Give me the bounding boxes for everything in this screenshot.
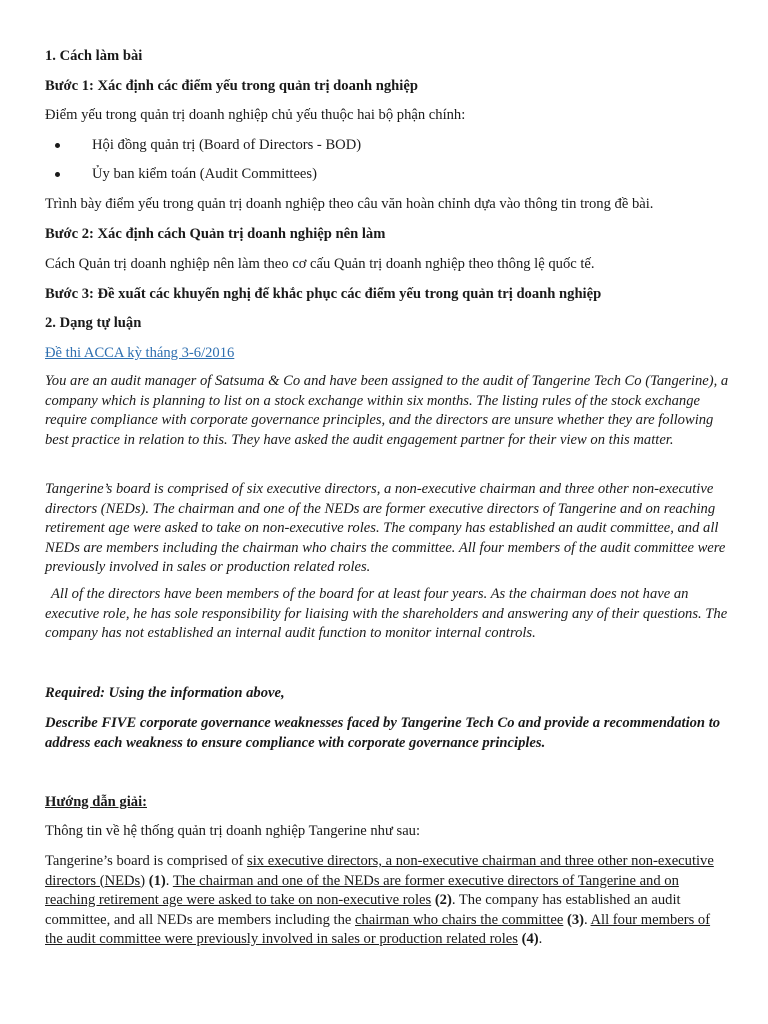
bullet-icon xyxy=(55,136,60,156)
step-2-text: Cách Quản trị doanh nghiệp nên làm theo cơ cấu Quản trị doanh nghiệp theo thông lệ quốc tế. xyxy=(45,256,595,272)
exam-paragraph-1: You are an audit manager of Satsuma & Co and have been assigned to the audit of Tangerine Tech Co (Tangerine), a company which is planning to list on a stock exchange within six months. The listing rules of the stock exchange require compliance with corporate governance principles, and the directors are unsure whether they are following best practice in relation to this. They have asked the audit engagement partner for their view on this matter. xyxy=(45,373,729,448)
analysis-text: . xyxy=(165,872,173,889)
list-item-text: Hội đồng quản trị (Board of Directors - BOD) xyxy=(92,137,362,153)
marker-number: (2) xyxy=(434,892,452,908)
marker-number: (4) xyxy=(521,931,539,947)
step-1-intro: Điểm yếu trong quản trị doanh nghiệp chủ yếu thuộc hai bộ phận chính: xyxy=(45,107,466,123)
analysis-text: Tangerine’s board is comprised of xyxy=(45,853,248,869)
highlight-phrase: chairman who chairs the committee xyxy=(355,911,564,928)
step-1-note: Trình bày điểm yếu trong quản trị doanh nghiệp theo câu văn hoàn chỉnh dựa vào thông tin trong đề bài. xyxy=(45,196,654,212)
guide-intro: Thông tin về hệ thống quản trị doanh nghiệp Tangerine như sau: xyxy=(45,823,421,839)
exam-paragraph-2: Tangerine’s board is comprised of six executive directors, a non-executive chairman and three other non-executive directors (NEDs). The chairman and one of the NEDs are former executive directors of Tangerine and on reaching retirement age were asked to take on non-executive roles. The company has established an audit committee, and all NEDs are members including the chairman who chairs the committee. All four members of the audit committee were previously involved in sales or production related roles. xyxy=(45,481,726,575)
step-3-title: Bước 3: Đề xuất các khuyến nghị để khắc phục các điểm yếu trong quản trị doanh nghiệp xyxy=(45,286,602,302)
required-label: Required: Using the information above, xyxy=(45,685,285,701)
section-heading-1: 1. Cách làm bài xyxy=(45,48,143,64)
highlight-phrase: six executive directors, a non-executive chairman and three other non-executive directors (NEDs) xyxy=(45,853,714,889)
analysis-paragraph xyxy=(45,852,730,950)
question-text: Describe FIVE corporate governance weaknesses faced by Tangerine Tech Co and provide a recommendation to address each weakness to ensure compliance with corporate governance principles. xyxy=(45,715,721,751)
highlight-phrase: All four members of the audit committee were previously involved in sales or production related roles xyxy=(45,911,711,947)
exam-link[interactable]: Đề thi ACCA kỳ tháng 3-6/2016 xyxy=(45,345,235,361)
guide-title: Hướng dẫn giải: xyxy=(45,794,147,810)
section-heading-2: 2. Dạng tự luận xyxy=(45,315,142,331)
analysis-text: . xyxy=(538,931,543,947)
highlight-phrase: The chairman and one of the NEDs are former executive directors of Tangerine and on reaching retirement age were asked to take on non-executive roles xyxy=(45,872,679,908)
bullet-icon xyxy=(55,165,60,185)
marker-number: (1) xyxy=(148,872,166,889)
exam-paragraph-3: All of the directors have been members of the board for at least four years. As the chairman does not have an executive role, he has sole responsibility for liaising with the shareholders and answering any of their questions. The company has not established an internal audit function to monitor internal controls. xyxy=(45,586,728,641)
analysis-text: . xyxy=(584,911,591,928)
marker-number: (3) xyxy=(566,911,585,928)
analysis-text: . The company has established an audit committee, and all NEDs are members including the xyxy=(45,892,681,928)
list-item-text: Ủy ban kiểm toán (Audit Committees) xyxy=(92,166,317,182)
step-2-title: Bước 2: Xác định cách Quản trị doanh nghiệp nên làm xyxy=(45,226,386,242)
step-1-title: Bước 1: Xác định các điểm yếu trong quản trị doanh nghiệp xyxy=(45,78,418,94)
